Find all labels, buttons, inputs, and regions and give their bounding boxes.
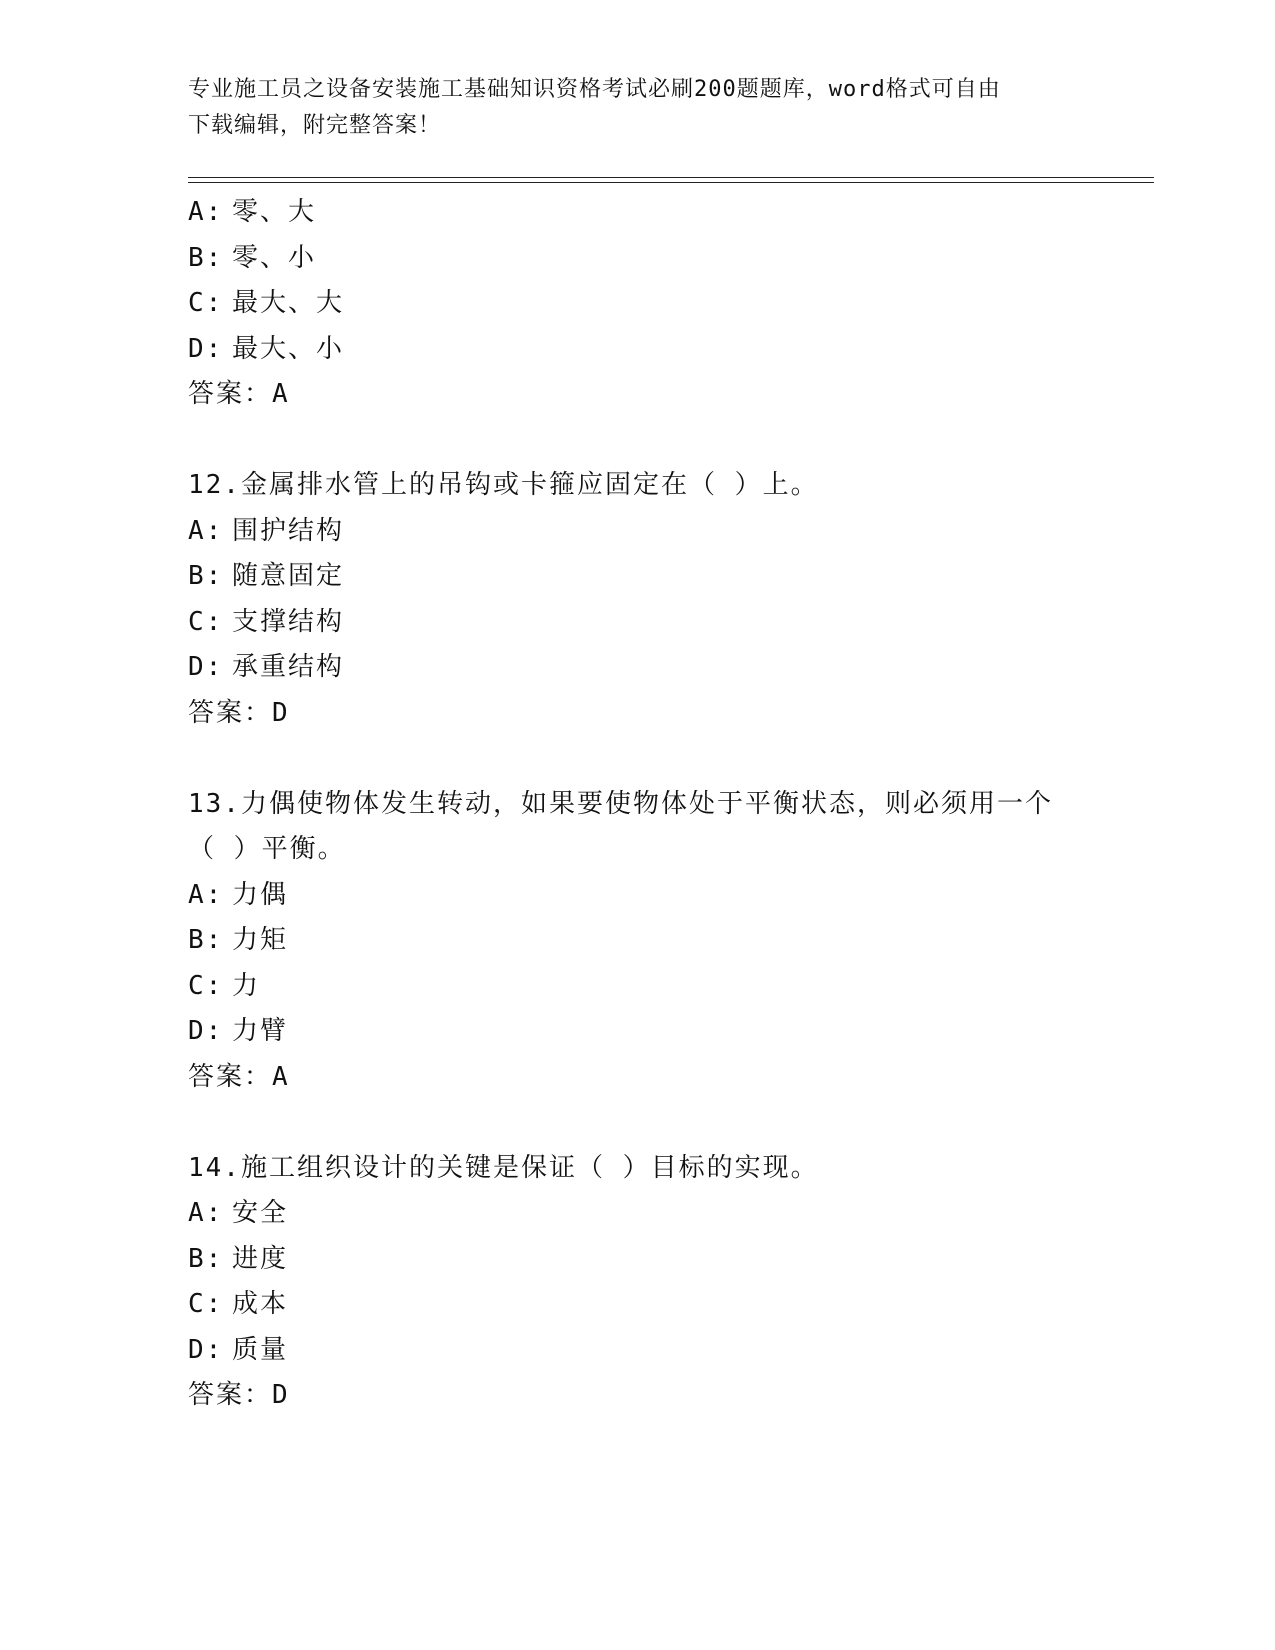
answer-line <box>188 691 1188 737</box>
answer-value: A <box>272 1061 290 1092</box>
question-text: 13.力偶使物体发生转动，如果要使物体处于平衡状态，则必须用一个 <box>188 788 1053 819</box>
question-text: 12.金属排水管上的吊钩或卡箍应固定在（ ）上。 <box>188 470 819 500</box>
option-letter: B: <box>188 1243 224 1274</box>
option-d <box>188 645 1188 691</box>
option-text: 围护结构 <box>232 515 345 546</box>
option-letter: A: <box>188 879 224 910</box>
option-a <box>188 509 1188 555</box>
option-c <box>188 281 1188 327</box>
option-text: 进度 <box>232 1243 289 1274</box>
option-d <box>188 327 1188 373</box>
option-letter: A: <box>188 515 224 546</box>
option-text: 最大、大 <box>232 288 345 318</box>
question-block-11 <box>188 190 1188 418</box>
option-text: 力偶 <box>232 879 289 910</box>
option-letter: A: <box>188 197 224 227</box>
option-text: 最大、小 <box>232 333 345 364</box>
answer-line <box>188 1055 1188 1101</box>
question-block-13 <box>188 782 1188 1101</box>
option-a <box>188 190 1188 236</box>
answer-value: D <box>272 697 290 728</box>
answer-line <box>188 372 1188 418</box>
answer-label: 答案： <box>188 1380 273 1410</box>
answer-label: 答案： <box>188 697 273 728</box>
option-letter: C: <box>188 606 224 637</box>
option-letter: D: <box>188 333 224 364</box>
option-text: 质量 <box>232 1334 289 1365</box>
option-letter: C: <box>188 1289 224 1319</box>
option-letter: B: <box>188 925 224 955</box>
question-block-12 <box>188 463 1188 736</box>
option-c <box>188 600 1188 646</box>
option-b <box>188 1237 1188 1283</box>
option-text: 成本 <box>232 1289 289 1319</box>
question-block-14 <box>188 1146 1188 1419</box>
header-line-1: 专业施工员之设备安装施工基础知识资格考试必刷200题题库，word格式可自由 <box>188 77 1001 102</box>
option-letter: D: <box>188 652 224 682</box>
spacer <box>188 1100 1188 1146</box>
option-letter: B: <box>188 561 224 591</box>
option-text: 承重结构 <box>232 652 345 682</box>
answer-line <box>188 1373 1188 1419</box>
option-b <box>188 918 1188 964</box>
header-line-2: 下载编辑，附完整答案！ <box>188 113 442 138</box>
question-text-continued: （ ）平衡。 <box>188 834 346 864</box>
option-text: 力 <box>232 970 261 1001</box>
option-letter: D: <box>188 1016 224 1046</box>
option-text: 安全 <box>232 1198 289 1228</box>
option-a <box>188 1191 1188 1237</box>
option-b <box>188 236 1188 282</box>
option-d <box>188 1328 1188 1374</box>
option-c <box>188 964 1188 1010</box>
option-letter: A: <box>188 1198 224 1228</box>
answer-label: 答案： <box>188 379 273 409</box>
option-text: 支撑结构 <box>232 606 345 637</box>
document-header <box>188 72 1088 144</box>
option-text: 随意固定 <box>232 561 345 591</box>
option-text: 力臂 <box>232 1016 289 1046</box>
option-text: 零、大 <box>232 197 317 227</box>
answer-label: 答案： <box>188 1061 273 1092</box>
header-rule-bottom <box>188 182 1154 183</box>
option-c <box>188 1282 1188 1328</box>
spacer <box>188 418 1188 464</box>
option-letter: D: <box>188 1334 224 1365</box>
answer-value: A <box>272 379 290 409</box>
question-text: 14.施工组织设计的关键是保证（ ）目标的实现。 <box>188 1152 819 1183</box>
option-d <box>188 1009 1188 1055</box>
option-letter: C: <box>188 288 224 318</box>
option-letter: C: <box>188 970 224 1001</box>
spacer <box>188 736 1188 782</box>
answer-value: D <box>272 1380 290 1410</box>
option-letter: B: <box>188 242 224 273</box>
option-text: 零、小 <box>232 242 317 273</box>
option-a <box>188 873 1188 919</box>
option-text: 力矩 <box>232 925 289 955</box>
option-b <box>188 554 1188 600</box>
question-list <box>188 190 1188 1419</box>
header-rule-top <box>188 177 1154 178</box>
